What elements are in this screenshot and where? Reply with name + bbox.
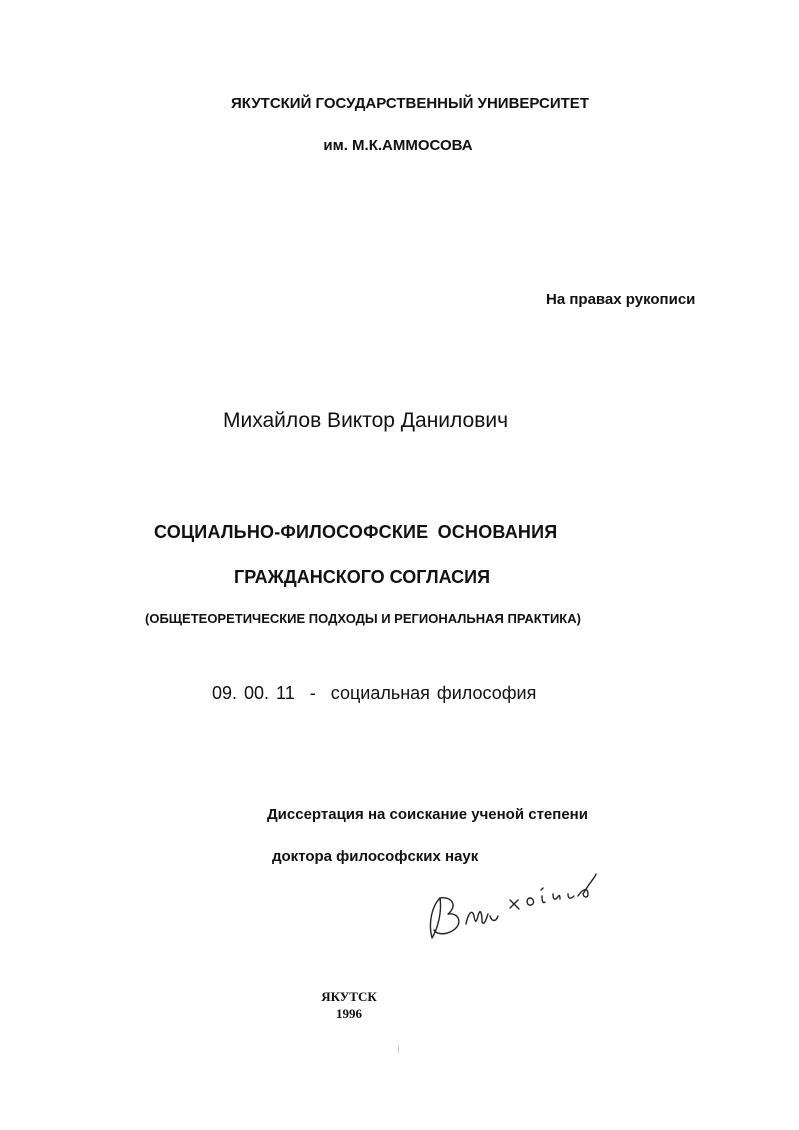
handwritten-signature <box>418 868 658 948</box>
year: 1996 <box>336 1006 362 1021</box>
specialty <box>212 683 536 704</box>
manuscript-note: На правах рукописи <box>546 291 696 308</box>
city-year-block <box>318 988 380 1022</box>
specialty-separator: - <box>309 683 316 703</box>
university-named-after: им. М.К.АММОСОВА <box>323 137 473 154</box>
city: ЯКУТСК <box>321 989 377 1004</box>
title-line-1: СОЦИАЛЬНО-ФИЛОСОФСКИЕ ОСНОВАНИЯ <box>154 522 558 542</box>
university-name: ЯКУТСКИЙ ГОСУДАРСТВЕННЫЙ УНИВЕРСИТЕТ <box>231 95 589 112</box>
author-name: Михайлов Виктор Данилович <box>223 409 509 432</box>
specialty-code: 09. 00. 11 <box>212 683 295 703</box>
title-subtitle: (ОБЩЕТЕОРЕТИЧЕСКИЕ ПОДХОДЫ И РЕГИОНАЛЬНАЯ ПРАКТИКА) <box>145 611 581 626</box>
specialty-name: социальная философия <box>330 683 537 703</box>
dissertation-line-1: Диссертация на соискание ученой степени <box>267 806 588 823</box>
title-line-2: ГРАЖДАНСКОГО СОГЛАСИЯ <box>234 567 491 587</box>
dissertation-line-2: доктора философских наук <box>272 848 479 865</box>
scan-speck <box>398 1045 399 1053</box>
